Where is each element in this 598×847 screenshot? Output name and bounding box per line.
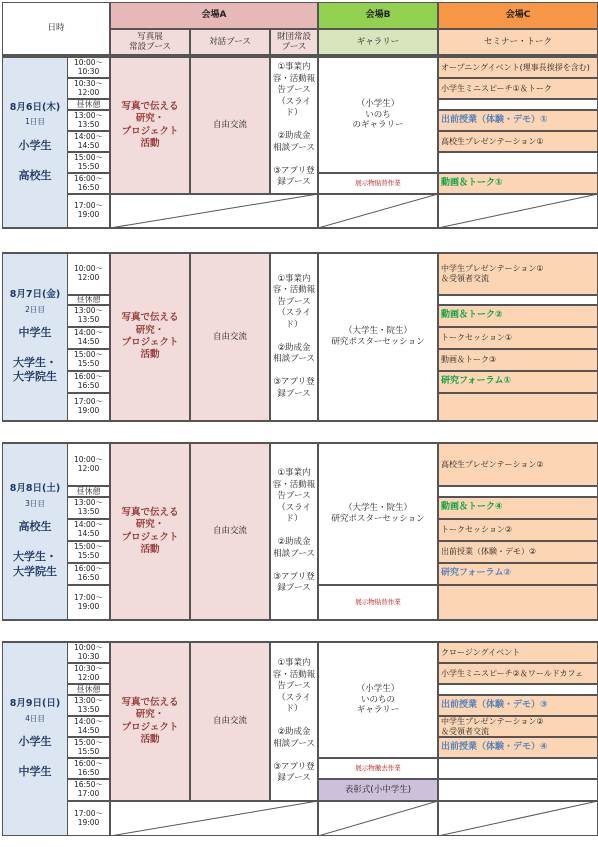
venue-a-closed-cell: [110, 801, 318, 836]
seminar-session: トークセッション②: [438, 519, 598, 541]
time-slot: 16:00～ 16:50: [68, 563, 110, 585]
day-date: 8月7日(金): [9, 288, 61, 300]
dialog-booth-cell: 自由交流: [190, 443, 270, 620]
seminar-session: 研究フォーラム①: [438, 371, 598, 393]
photo-exhibit-cell: 写真で伝える 研究・ プロジェクト 活動: [110, 253, 190, 421]
time-slot: 16:00～ 16:50: [68, 173, 110, 194]
photo-exhibit-cell: 写真で伝える 研究・ プロジェクト 活動: [110, 57, 190, 194]
seminar-session: [438, 99, 598, 110]
venue-b-header: 会場B: [318, 2, 438, 29]
day-label: [2, 253, 68, 421]
time-slot: 13:00～ 13:50: [68, 305, 110, 327]
seminar-session: 出前授業（体験・デモ）①: [438, 110, 598, 131]
photo-exhibit-cell: 写真で伝える 研究・ プロジェクト 活動: [110, 642, 190, 801]
time-slot: 15:00～ 15:50: [68, 737, 110, 758]
foundation-booth-cell: ①事業内 容・活動報 告ブース （スライド） ②助成金 相談ブース ③アプリ登 録ブース: [270, 57, 318, 194]
gallery-header: ギャラリー: [318, 29, 438, 55]
seminar-session: 動画＆トーク③: [438, 349, 598, 371]
seminar-session: 動画＆トーク④: [438, 497, 598, 519]
time-slot: 16:50～ 17:00: [68, 779, 110, 801]
time-slot: 10:00～ 10:30: [68, 642, 110, 663]
seminar-session: 出前授業（体験・デモ）②: [438, 541, 598, 563]
time-slot: 昼休憩: [68, 99, 110, 110]
time-slot: 15:00～ 15:50: [68, 541, 110, 563]
time-slot: 昼休憩: [68, 684, 110, 695]
award-ceremony-cell: 表彰式(小中学生): [318, 779, 438, 801]
time-slot: 10:00～ 12:00: [68, 253, 110, 295]
seminar-session: オープニングイベント(理事長挨拶を含む): [438, 57, 598, 78]
gallery-closed-cell: [318, 194, 438, 228]
time-slot: 14:00～ 14:50: [68, 131, 110, 152]
time-slot: 13:00～ 13:50: [68, 695, 110, 716]
gallery-cell: （大学生・院生） 研究ポスターセッション: [318, 443, 438, 585]
seminar-session: 研究フォーラム②: [438, 563, 598, 585]
day-audience: 小学生 中学生: [18, 735, 52, 779]
seminar-session: 小学生ミニスピーチ②＆ワールドカフェ: [438, 663, 598, 684]
dialog-booth-cell: 自由交流: [190, 253, 270, 421]
day-date: 8月8日(土): [9, 483, 61, 495]
photo-booth-header: 写真展 常設ブース: [110, 29, 190, 55]
day-separator: [2, 620, 598, 642]
day-audience: 小学生 高校生: [18, 138, 52, 182]
gallery-work-note: 展示物貼替作業: [318, 173, 438, 194]
seminar-closed-cell: [438, 801, 598, 836]
gallery-cell: （大学生・院生） 研究ポスターセッション: [318, 253, 438, 421]
seminar-session: 高校生プレゼンテーション②: [438, 443, 598, 486]
time-slot: 15:00～ 15:50: [68, 152, 110, 173]
day-date: 8月9日(日): [9, 698, 61, 710]
dialog-booth-header: 対話ブース: [190, 29, 270, 55]
time-slot: 10:00～ 12:00: [68, 443, 110, 486]
day-separator: [2, 421, 598, 443]
seminar-session: [438, 779, 598, 801]
day-number: 4日目: [25, 713, 45, 723]
seminar-session: [438, 486, 598, 497]
gallery-work-note: 展示物撤去作業: [318, 758, 438, 779]
seminar-session: トークセッション①: [438, 327, 598, 349]
time-slot: 15:00～ 15:50: [68, 349, 110, 371]
foundation-booth-header: 財団常設 ブース: [270, 29, 318, 55]
seminar-session: [438, 152, 598, 173]
day-audience: 中学生 大学生・ 大学院生: [13, 325, 57, 384]
seminar-session: [438, 758, 598, 779]
gallery-cell: （小学生） いのちの ギャラリー: [318, 642, 438, 758]
dialog-booth-cell: 自由交流: [190, 642, 270, 801]
time-slot: 13:00～ 13:50: [68, 497, 110, 519]
seminar-session: [438, 295, 598, 305]
day-number: 3日目: [25, 499, 45, 509]
seminar-session: 動画＆トーク②: [438, 305, 598, 327]
day-label: [2, 443, 68, 620]
day-label: [2, 57, 68, 228]
foundation-booth-cell: ①事業内 容・活動報 告ブース （スライド） ②助成金 相談ブース ③アプリ登 録ブース: [270, 642, 318, 801]
seminar-session: 出前授業（体験・デモ）④: [438, 737, 598, 758]
day-number: 1日目: [25, 117, 45, 127]
seminar-session: 高校生プレゼンテーション①: [438, 131, 598, 152]
seminar-session: 動画＆トーク①: [438, 173, 598, 194]
time-slot: 10:30～ 12:00: [68, 663, 110, 684]
time-slot: 14:00～ 14:50: [68, 327, 110, 349]
time-slot: 16:00～ 16:50: [68, 371, 110, 393]
venue-a-closed-cell: [110, 194, 318, 228]
gallery-cell: （小学生） いのち のギャラリー: [318, 57, 438, 173]
time-slot: 13:00～ 13:50: [68, 110, 110, 131]
time-slot: 17:00～ 19:00: [68, 194, 110, 228]
time-slot: 14:00～ 14:50: [68, 716, 110, 737]
seminar-session: 中学生プレゼンテーション① ＆受領者交流: [438, 253, 598, 295]
foundation-booth-cell: ①事業内 容・活動報 告ブース （スライド） ②助成金 相談ブース ③アプリ登 録ブース: [270, 253, 318, 421]
gallery-closed-cell: [318, 801, 438, 836]
seminar-session: [438, 585, 598, 620]
day-separator: [2, 228, 598, 253]
time-slot: 17:00～ 19:00: [68, 585, 110, 620]
seminar-session: [438, 684, 598, 695]
time-slot: 16:00～ 16:50: [68, 758, 110, 779]
seminar-session: [438, 393, 598, 421]
gallery-work-note: 展示物貼替作業: [318, 585, 438, 620]
day-label: [2, 642, 68, 836]
seminar-session: 出前授業（体験・デモ）③: [438, 695, 598, 716]
day-number: 2日目: [25, 304, 45, 314]
time-slot: 昼休憩: [68, 486, 110, 497]
time-slot: 10:00～ 10:30: [68, 57, 110, 78]
day-audience: 高校生 大学生・ 大学院生: [13, 520, 57, 578]
seminar-closed-cell: [438, 194, 598, 228]
dialog-booth-cell: 自由交流: [190, 57, 270, 194]
seminar-session: 中学生プレゼンテーション② ＆受領者交流: [438, 716, 598, 737]
seminar-session: クロージングイベント: [438, 642, 598, 663]
photo-exhibit-cell: 写真で伝える 研究・ プロジェクト 活動: [110, 443, 190, 620]
time-slot: 14:00～ 14:50: [68, 519, 110, 541]
datetime-header: 日時: [2, 2, 110, 55]
venue-a-header: 会場A: [110, 2, 318, 29]
venue-c-header: 会場C: [438, 2, 598, 29]
time-slot: 昼休憩: [68, 295, 110, 305]
time-slot: 17:00～ 19:00: [68, 801, 110, 836]
seminar-session: 小学生ミニスピーチ①＆トーク: [438, 78, 598, 99]
seminar-header: セミナー・トーク: [438, 29, 598, 55]
foundation-booth-cell: ①事業内 容・活動報 告ブース （スライド） ②助成金 相談ブース ③アプリ登 録ブース: [270, 443, 318, 620]
time-slot: 17:00～ 19:00: [68, 393, 110, 421]
time-slot: 10:30～ 12:00: [68, 78, 110, 99]
day-date: 8月6日(木): [9, 101, 61, 113]
